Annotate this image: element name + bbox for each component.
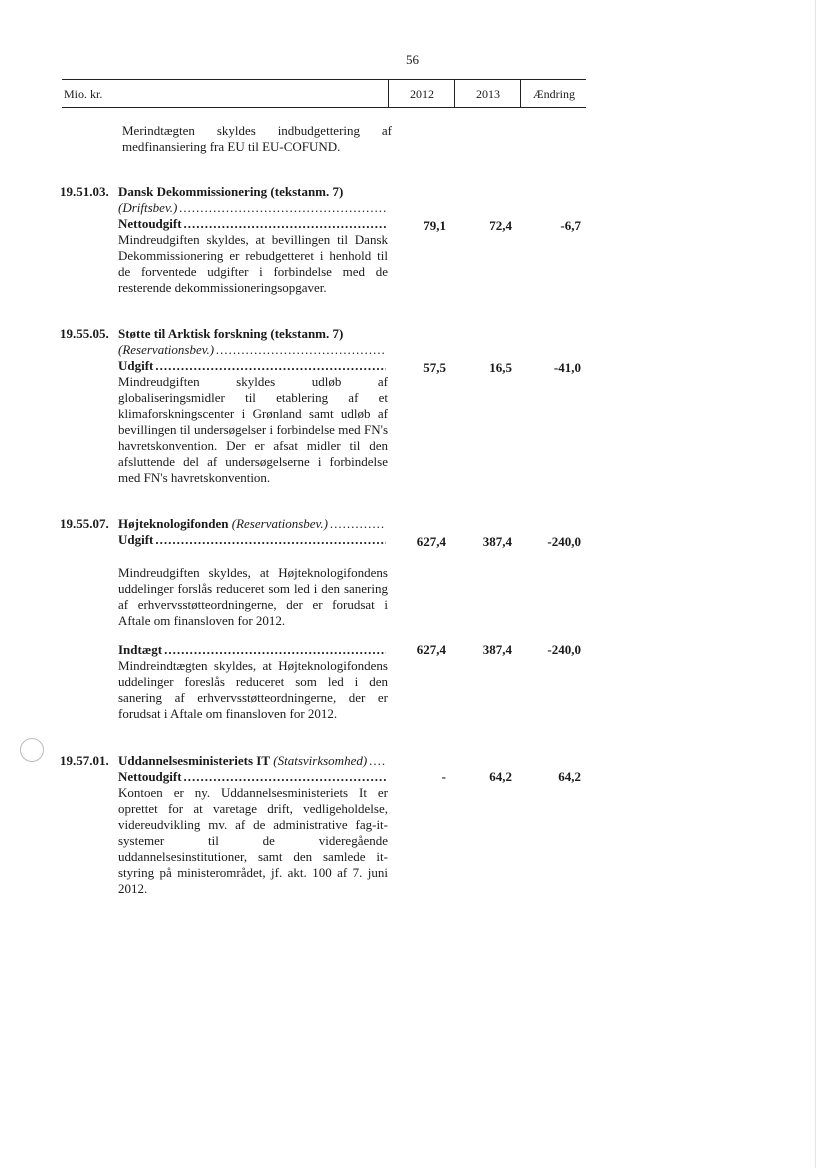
value-change: -240,0 xyxy=(547,642,581,657)
value-2013: 72,4 xyxy=(489,218,512,233)
section-number: 19.51.03. xyxy=(60,184,109,199)
row-explanation: Mindreudgiften skyldes, at Højteknologifondens uddelinger forslås reduceret som led i den sanering af erhvervsstøtteordningerne, der er forudsat i Aftale om finansloven for 2012. xyxy=(118,565,388,628)
page-number: 56 xyxy=(406,52,419,67)
header-unit-label: Mio. kr. xyxy=(64,87,103,101)
row-label: Indtægt ..... xyxy=(118,642,386,658)
value-2013: 64,2 xyxy=(489,769,512,784)
header-change: Ændring xyxy=(520,80,587,107)
intro-paragraph: Merindtægten skyldes indbudgettering af medfinansiering fra EU til EU-COFUND. xyxy=(122,123,392,154)
row-label: Udgift ..... xyxy=(118,358,386,374)
section-number: 19.55.05. xyxy=(60,326,109,341)
header-2012: 2012 xyxy=(388,80,455,107)
value-2012: 57,5 xyxy=(423,360,446,375)
margin-punch-mark xyxy=(20,738,44,762)
value-2013: 387,4 xyxy=(482,534,512,549)
value-2012: 627,4 xyxy=(416,534,446,549)
section-subtitle: (Driftsbev.) ..... xyxy=(118,200,386,216)
row-label: Udgift ..... xyxy=(118,532,386,548)
row-explanation: Mindreudgiften skyldes udløb af globaliseringsmidler til etablering af et klimaforskningscenter i Grønland samt udløb af bevillingen til undersøgelser i forbindelse med FN's havretskonvention. Der er afsat midler til den afsluttende del af undersøgelserne i forbindelse med FN's havretskonvention. xyxy=(118,374,388,485)
value-2013: 16,5 xyxy=(489,360,512,375)
value-change: -41,0 xyxy=(553,360,581,375)
section-title: Dansk Dekommissionering (tekstanm. 7) xyxy=(118,184,344,199)
value-2012: 79,1 xyxy=(423,218,446,233)
section-number: 19.57.01. xyxy=(60,753,109,768)
table-header xyxy=(62,79,586,108)
row-explanation: Kontoen er ny. Uddannelsesministeriets It er oprettet for at varetage drift, vedligeholdelse, videreudvikling mv. af de administrative fag-it-systemer til de videregående uddannelsesinstitutioner, samt den samlede it-styring på ministerområdet, jf. akt. 100 af 7. juni 2012. xyxy=(118,785,388,896)
value-change: 64,2 xyxy=(558,769,581,784)
row-explanation: Mindreindtægten skyldes, at Højteknologifondens uddelinger foreslås reduceret som led i den sanering af erhvervsstøtteordningerne, der er forudsat i Aftale om finansloven for 2012. xyxy=(118,658,388,721)
value-2013: 387,4 xyxy=(482,642,512,657)
row-label: Nettoudgift ..... xyxy=(118,216,386,232)
section-title-line: Uddannelsesministeriets IT (Statsvirksomhed) ..... xyxy=(118,753,386,769)
section-number: 19.55.07. xyxy=(60,516,109,531)
value-2012: - xyxy=(441,769,446,784)
value-2012: 627,4 xyxy=(416,642,446,657)
value-change: -240,0 xyxy=(547,534,581,549)
row-label: Nettoudgift ..... xyxy=(118,769,386,785)
value-change: -6,7 xyxy=(560,218,581,233)
row-explanation: Mindreudgiften skyldes, at bevillingen til Dansk Dekommissionering er rebudgetteret i henhold til de forventede udgifter i forbindelse med de resterende dekommissioneringsopgaver. xyxy=(118,232,388,295)
header-2013: 2013 xyxy=(454,80,521,107)
section-title: Støtte til Arktisk forskning (tekstanm. 7) xyxy=(118,326,344,341)
section-title-line: Højteknologifonden (Reservationsbev.) ..... xyxy=(118,516,386,532)
section-subtitle: (Reservationsbev.) ..... xyxy=(118,342,386,358)
scan-edge-line xyxy=(815,0,816,1168)
